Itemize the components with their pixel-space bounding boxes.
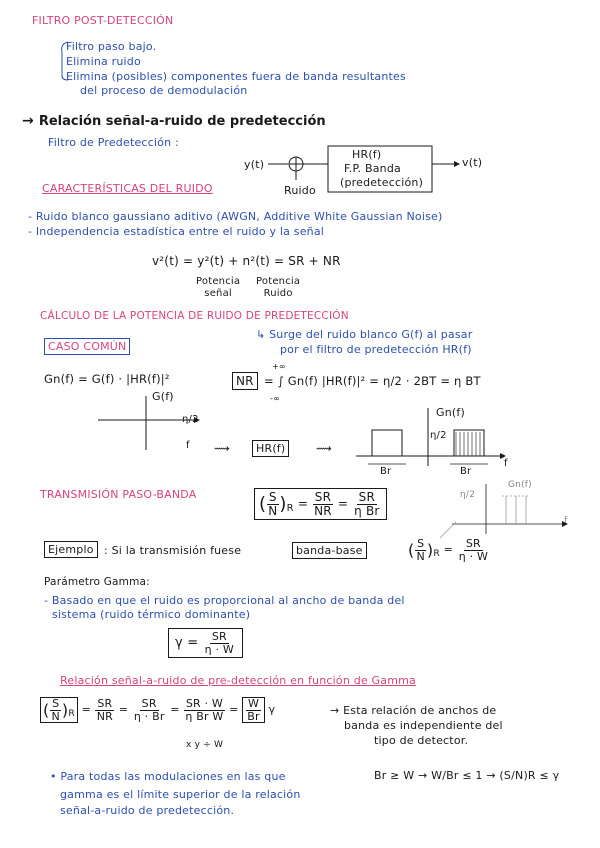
integral-lower: -∞ (270, 394, 280, 403)
relation-title: Relación señal-a-ruido de pre-detección en función de Gamma (60, 674, 416, 687)
noise-char-item-2: - Independencia estadística entre el ruido y la señal (28, 225, 325, 238)
gamma-eq-lhs: γ = (175, 635, 199, 651)
section2-heading (22, 110, 326, 129)
gamma-eq-den: η · W (204, 642, 235, 656)
example-text: : Si la transmisión fuese (104, 544, 242, 557)
relation-condition: Br ≥ W → W/Br ≤ 1 → (S/N)R ≤ γ (374, 769, 560, 782)
predetection-filter-label: Filtro de Predetección : (48, 136, 179, 149)
graph1-level: η/2 (182, 414, 199, 425)
block-line3: (predetección) (340, 176, 424, 189)
graph2-bandwidth-2: Br (460, 466, 472, 477)
baseband-equation: ( $\frac{S}{N}$ )$_R$ = $\frac{SR}{\eta \cdot W}$ (408, 537, 489, 563)
signal-power-label-1: Potencia (196, 276, 241, 287)
hr-filter-box: HR(f) (252, 440, 289, 457)
section1-item-2: Elimina ruido (66, 55, 141, 68)
bandpass-title: TRANSMISIÓN PASO-BANDA (40, 488, 197, 501)
relation-bullet-1: • Para todas las modulaciones en las que (50, 770, 286, 783)
rel-f5-num: W (248, 697, 260, 710)
bp-mid-den: NR (314, 503, 332, 518)
section2-title: Relación señal-a-ruido de predetección (38, 114, 326, 129)
graph2-label: Gn(f) (436, 406, 465, 419)
ex-lhs-sub: R (433, 548, 440, 560)
ex-lhs-den: N (416, 549, 425, 563)
rel-f1-sub: R (68, 708, 75, 720)
relation-note-3: tipo de detector. (374, 734, 469, 747)
rel-f1-den: N (51, 709, 60, 723)
nr-rhs: = ∫ Gn(f) |HR(f)|² = η/2 · 2BT = η BT (264, 374, 481, 388)
bp-graph-label: Gn(f) (508, 480, 532, 490)
bp-rhs-num: SR (358, 490, 375, 504)
block-noise-label: Ruido (284, 184, 316, 197)
squiggle-arrow-icon-1: ⟿ (214, 442, 230, 455)
block-input-label: y(t) (244, 158, 265, 171)
integral-upper: +∞ (272, 362, 286, 371)
gamma-title: Parámetro Gamma: (44, 576, 150, 588)
gamma-text-2: sistema (ruido térmico dominante) (52, 608, 251, 621)
relation-equation: ( $\frac{S}{N}$ )$_R$ = $\frac{SR}{NR}$ = $\frac{SR}{\eta \cdot Br}$ = $\frac{SR \cdot W}{\text{η Br W}}$ = $\frac{W}{Br}$ γ (40, 697, 275, 723)
bandpass-psd-graph (436, 478, 576, 540)
gamma-definition (168, 628, 243, 658)
section1-item-4: del proceso de demodulación (80, 84, 248, 97)
xy-note: x y ÷ W (186, 740, 224, 750)
baseband-box: banda-base (292, 542, 367, 559)
noise-power-note-2: por el filtro de predetección HR(f) (280, 343, 472, 356)
relation-note-2: banda es independiente del (344, 719, 503, 732)
relation-note-1: → Esta relación de anchos de (330, 704, 497, 717)
noise-power-label-2: Ruido (263, 288, 293, 299)
signal-power-label-2: señal (204, 288, 232, 299)
rel-f2-den: NR (96, 709, 113, 723)
rel-f5-den: Br (247, 709, 260, 723)
bp-rhs-den: η Br (354, 503, 380, 518)
section1-item-3: Elimina (posibles) componentes fuera de banda resultantes (66, 70, 406, 83)
example-label: Ejemplo (44, 541, 98, 558)
ex-rhs-num: SR (465, 537, 481, 550)
section1-brace (56, 40, 70, 82)
bp-lhs-den: N (268, 503, 278, 518)
relation-bullet-3: señal-a-ruido de predetección. (60, 804, 235, 817)
gamma-text-1: - Basado en que el ruido es proporcional al ancho de banda del (44, 594, 405, 607)
block-line2: F.P. Banda (344, 162, 401, 175)
rel-f3-num: SR (141, 697, 157, 710)
graph2-level: η/2 (430, 430, 447, 441)
graph1-axis: f (186, 440, 190, 451)
rel-f2-num: SR (97, 697, 113, 710)
noise-power-label-1: Potencia (256, 276, 301, 287)
noise-characteristics-title: CARACTERÍSTICAS DEL RUIDO (42, 182, 213, 195)
section1-item-1: Filtro paso bajo. (66, 40, 157, 53)
relation-bullet-2: gamma es el límite superior de la relación (60, 788, 301, 801)
bp-lhs-num: S (268, 490, 277, 504)
bp-lhs-sub: R (286, 502, 294, 514)
rel-f1-num: S (52, 697, 60, 710)
block-output-label: v(t) (462, 156, 483, 169)
noise-char-item-1: - Ruido blanco gaussiano aditivo (AWGN, Additive White Gaussian Noise) (28, 210, 443, 223)
bp-graph-axis: f (564, 516, 568, 526)
bandpass-equation: ( $\frac{S}{N}$ )$_R$ = $\frac{SR}{NR}$ = $\frac{SR}{\text{η Br}}$ (254, 488, 387, 520)
gn-equation: Gn(f) = G(f) · |HR(f)|² (44, 372, 170, 386)
graph2-axis: f (504, 458, 508, 469)
ex-rhs-den: η · W (458, 549, 489, 563)
nr-lhs-box: NR (232, 372, 258, 390)
graph1-label: G(f) (152, 390, 174, 403)
squiggle-arrow-icon-2: ⟿ (316, 442, 332, 455)
common-case-label: CASO COMÚN (44, 338, 130, 355)
arrow-right-icon: → (22, 113, 34, 129)
noise-power-label (256, 276, 300, 300)
noise-power-note-1: ↳ Surge del ruido blanco G(f) al pasar (256, 328, 473, 341)
ex-lhs-num: S (417, 537, 425, 550)
section1-title: FILTRO POST-DETECCIÓN (32, 14, 174, 27)
noise-power-title: CÁLCULO DE LA POTENCIA DE RUIDO DE PREDETECCIÓN (40, 310, 349, 322)
rel-f3-den: η · Br (133, 709, 165, 723)
gamma-eq-num: SR (211, 630, 227, 643)
power-equation: v²(t) = y²(t) + n²(t) = SR + NR (152, 254, 341, 268)
rel-f4-den: η Br W (185, 709, 224, 723)
rel-f4-num: SR · W (185, 697, 224, 710)
bp-graph-level: η/2 (460, 490, 476, 500)
block-line1: HR(f) (352, 148, 382, 161)
graph2-bandwidth-1: Br (380, 466, 392, 477)
signal-power-label (196, 276, 240, 300)
rel-gamma: γ (268, 703, 276, 717)
bp-mid-num: SR (314, 490, 332, 504)
